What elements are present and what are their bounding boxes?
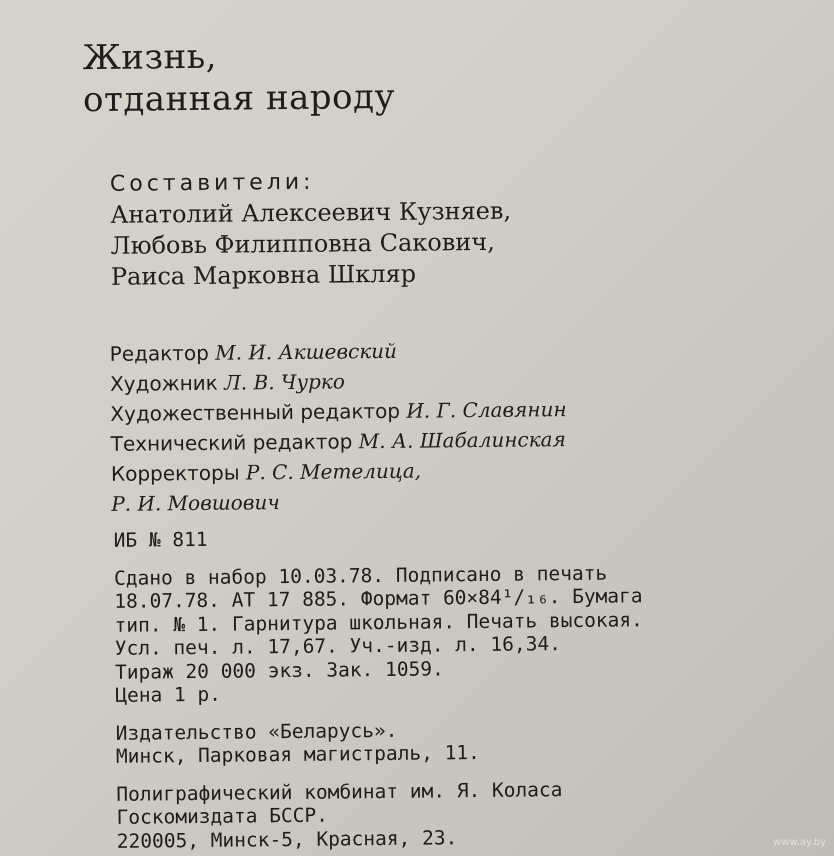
credit-row-art-editor — [110, 394, 567, 429]
credit-name: М. А. Шабалинская — [358, 427, 566, 454]
credit-row-artist — [110, 364, 567, 399]
book-title — [82, 34, 395, 121]
compiler-name: Любовь Филипповна Сакович, — [110, 227, 495, 260]
print-info-line: Тираж 20 000 экз. Зак. 1059. — [114, 656, 444, 684]
credit-name: М. И. Акшевский — [215, 338, 398, 365]
compiler-name: Анатолий Алексеевич Кузняев, — [110, 196, 512, 229]
print-info-line: тип. № 1. Гарнитура школьная. Печать высокая. — [114, 607, 643, 637]
print-info-line: Сдано в набор 10.03.78. Подписано в печать — [113, 561, 608, 590]
publisher-line: Издательство «Беларусь». — [115, 718, 398, 745]
credit-name: И. Г. Славянин — [406, 397, 567, 423]
printer-line: Госкомиздата БССР. — [116, 803, 329, 829]
compilers-block — [110, 165, 512, 293]
credit-row-proofreaders — [111, 454, 568, 489]
compilers-heading: Составители: — [109, 169, 315, 197]
ib-number: ИБ № 811 — [113, 527, 208, 552]
title-line-2: отданная народу — [82, 76, 396, 121]
credit-role: Корректоры — [110, 460, 240, 486]
credit-row-proofreader-2 — [111, 484, 568, 519]
credit-name: Р. И. Мовшович — [111, 490, 280, 516]
credit-role: Художественный редактор — [110, 398, 401, 426]
print-info-line: 18.07.78. АТ 17 885. Формат 60×84¹/₁₆. Бумага — [114, 584, 643, 613]
credit-role: Технический редактор — [110, 429, 353, 456]
printer-line: Полиграфический комбинат им. Я. Коласа — [116, 777, 563, 806]
credit-name: Р. С. Метелица, — [245, 458, 422, 485]
credit-row-tech-editor — [110, 424, 567, 459]
credit-role: Редактор — [109, 340, 209, 366]
compiler-name: Раиса Марковна Шкляр — [110, 259, 417, 291]
credit-row-editor — [110, 334, 567, 369]
credit-role: Художник — [109, 370, 218, 396]
watermark: www.ay.by — [773, 837, 826, 848]
print-info-line: Усл. печ. л. 17,67. Уч.-изд. л. 16,34. — [114, 632, 562, 660]
imprint-block — [114, 523, 646, 853]
print-info-line: Цена 1 р. — [115, 682, 222, 707]
publisher-line: Минск, Парковая магистраль, 11. — [115, 741, 480, 768]
credit-name: Л. В. Чурко — [224, 369, 345, 395]
credits-block — [110, 334, 568, 519]
printer-line: 220005, Минск-5, Красная, 23. — [116, 825, 458, 853]
title-line-1: Жизнь, — [82, 36, 218, 79]
